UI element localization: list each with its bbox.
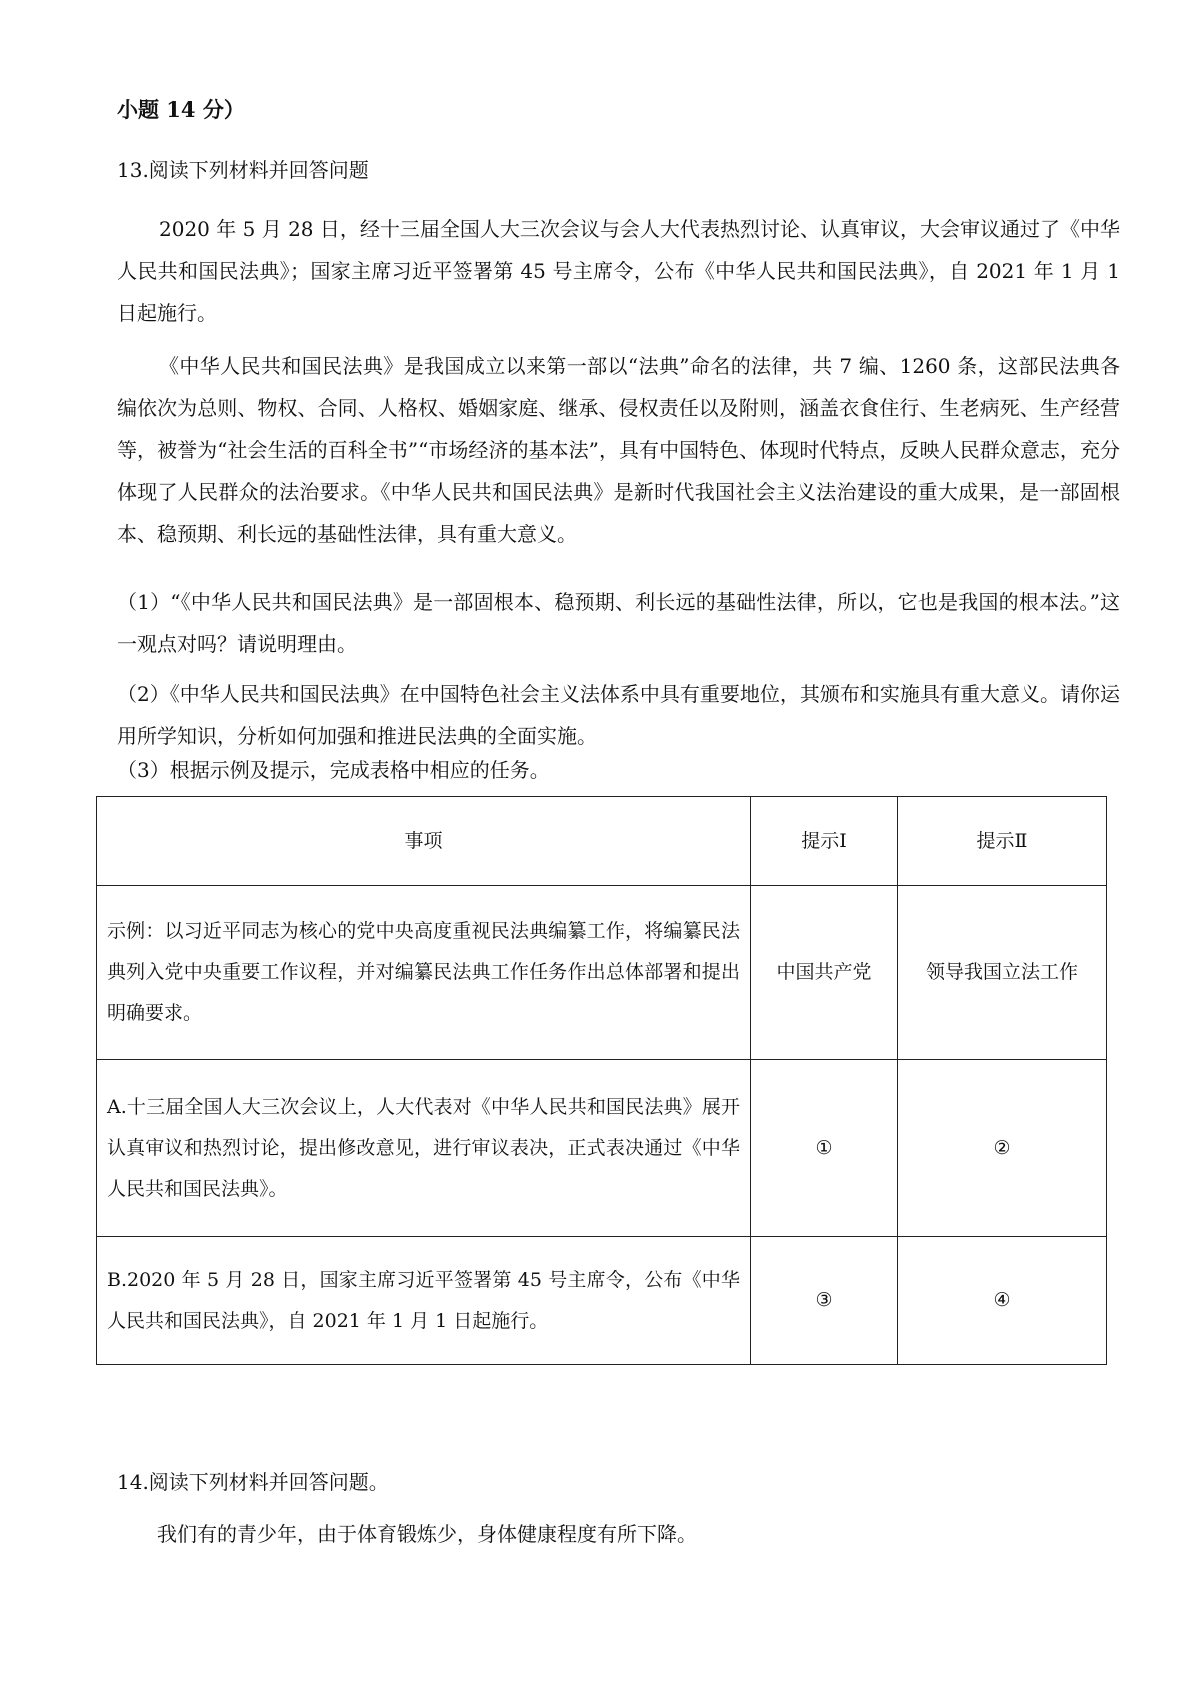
table-cell-blank-4: ④ bbox=[898, 1237, 1107, 1365]
table-header-hint-1: 提示Ⅰ bbox=[751, 797, 898, 886]
question-14-title: 14.阅读下列材料并回答问题。 bbox=[117, 1470, 389, 1494]
question-13-title: 13.阅读下列材料并回答问题 bbox=[117, 158, 369, 182]
question-13-subquestion-2: （2）《中华人民共和国民法典》在中国特色社会主义法体系中具有重要地位，其颁布和实施具有重大意义。请你运用所学知识，分析如何加强和推进民法典的全面实施。 bbox=[117, 682, 1120, 748]
section-header-fragment: 小题 14 分） bbox=[117, 97, 245, 122]
table-cell-hint-1: 中国共产党 bbox=[751, 886, 898, 1060]
table-header-item: 事项 bbox=[97, 797, 751, 886]
question-14-material-paragraph-1: 我们有的青少年，由于体育锻炼少，身体健康程度有所下降。 bbox=[157, 1522, 697, 1546]
table-cell-item: 示例：以习近平同志为核心的党中央高度重视民法典编纂工作，将编纂民法典列入党中央重要工作议程，并对编纂民法典工作任务作出总体部署和提出明确要求。 bbox=[97, 886, 751, 1060]
table-cell-blank-3: ③ bbox=[751, 1237, 898, 1365]
table-cell-item: A.十三届全国人大三次会议上，人大代表对《中华人民共和国民法典》展开认真审议和热烈讨论，提出修改意见，进行审议表决，正式表决通过《中华人民共和国民法典》。 bbox=[97, 1060, 751, 1237]
table-cell-item: B.2020 年 5 月 28 日，国家主席习近平签署第 45 号主席令，公布《中华人民共和国民法典》，自 2021 年 1 月 1 日起施行。 bbox=[97, 1237, 751, 1365]
task-table bbox=[96, 796, 1107, 1365]
table-header-hint-2: 提示Ⅱ bbox=[898, 797, 1107, 886]
question-13-subquestion-3: （3）根据示例及提示，完成表格中相应的任务。 bbox=[117, 758, 550, 782]
table-header-row bbox=[97, 797, 1107, 886]
table-cell-hint-2: 领导我国立法工作 bbox=[898, 886, 1107, 1060]
question-13-material-paragraph-2: 《中华人民共和国民法典》是我国成立以来第一部以“法典”命名的法律，共 7 编、1260 条，这部民法典各编依次为总则、物权、合同、人格权、婚姻家庭、继承、侵权责任以及附则，涵盖衣食住行、生老病死、生产经营等，被誉为“社会生活的百科全书”“市场经济的基本法”，具有中国特色、体现时代特点，反映人民群众意志，充分体现了人民群众的法治要求。《中华人民共和国民法典》是新时代我国社会主义法治建设的重大成果，是一部固根本、稳预期、利长远的基础性法律，具有重大意义。 bbox=[117, 354, 1120, 546]
question-13-material-paragraph-1: 2020 年 5 月 28 日，经十三届全国人大三次会议与会人大代表热烈讨论、认真审议，大会审议通过了《中华人民共和国民法典》；国家主席习近平签署第 45 号主席令，公布《中华人民共和国民法典》，自 2021 年 1 月 1 日起施行。 bbox=[117, 217, 1120, 325]
table-cell-blank-1: ① bbox=[751, 1060, 898, 1237]
table-cell-blank-2: ② bbox=[898, 1060, 1107, 1237]
table-row-example bbox=[97, 886, 1107, 1060]
table-row-a bbox=[97, 1060, 1107, 1237]
table-row-b bbox=[97, 1237, 1107, 1365]
question-13-subquestion-1: （1）“《中华人民共和国民法典》是一部固根本、稳预期、利长远的基础性法律，所以，它也是我国的根本法。”这一观点对吗？请说明理由。 bbox=[117, 590, 1120, 656]
